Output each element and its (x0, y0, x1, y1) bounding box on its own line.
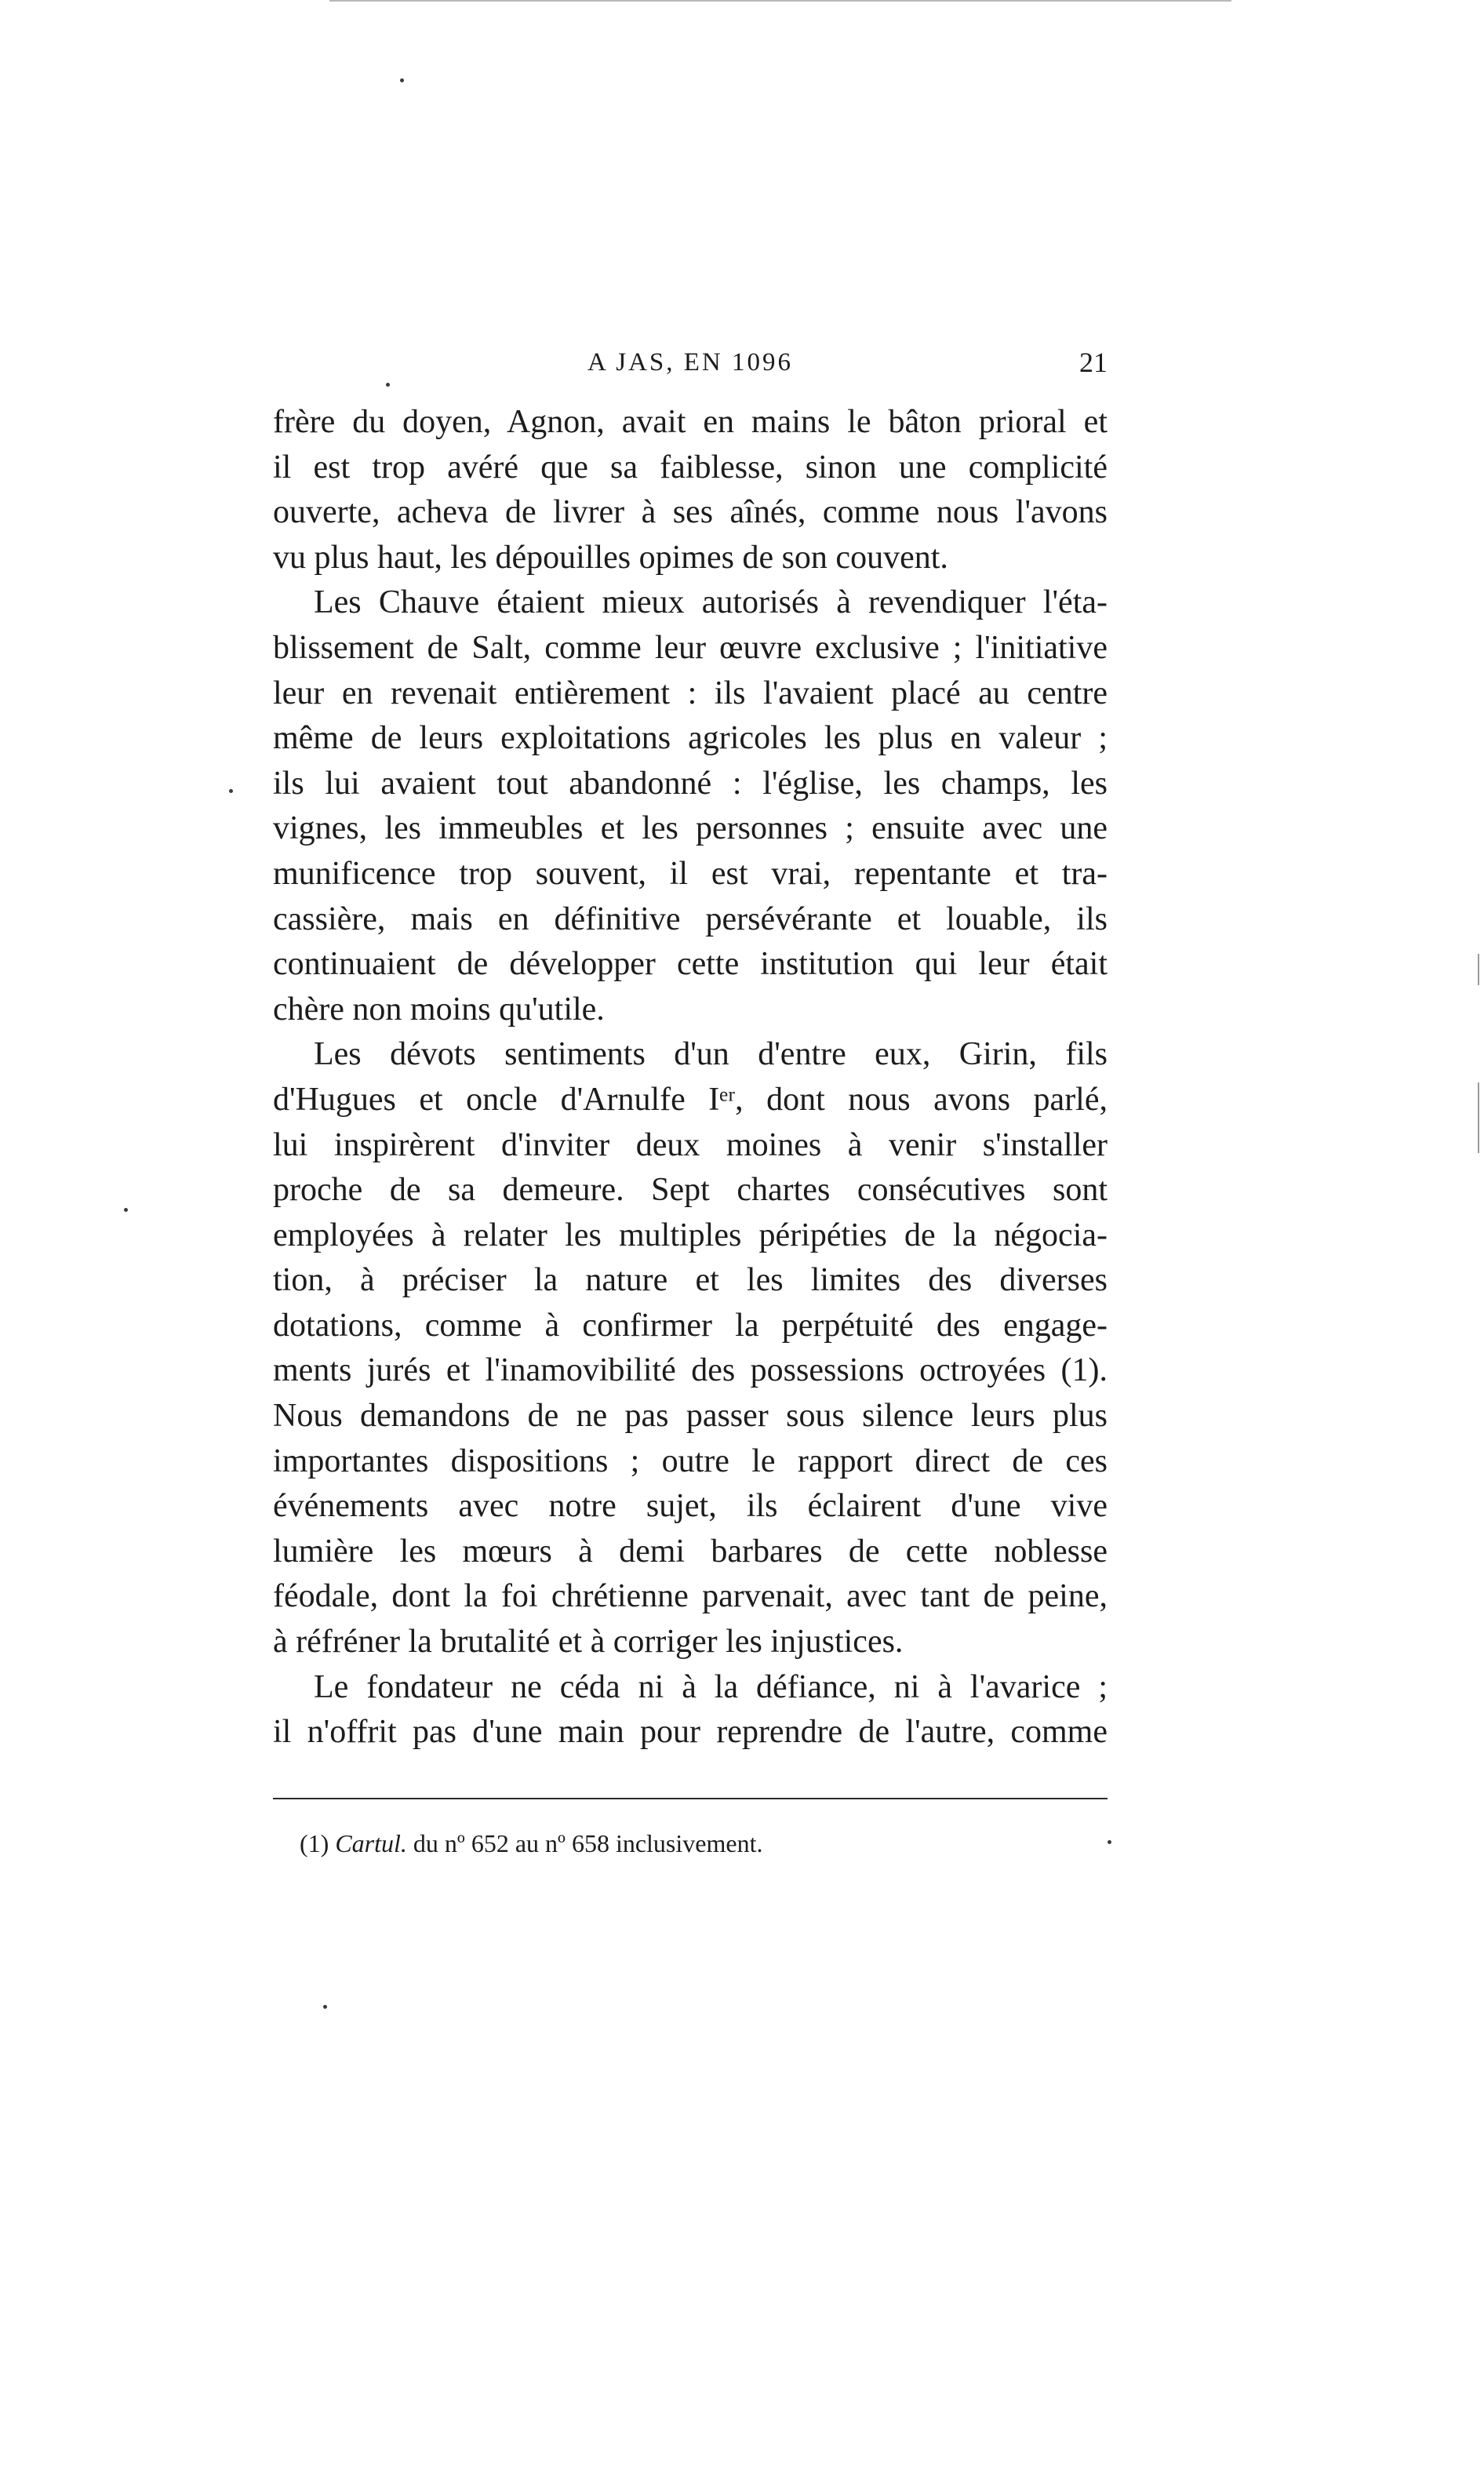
scan-speck (323, 2005, 327, 2009)
scan-edge-mark (1478, 954, 1479, 985)
text-line: il est trop avéré que sa faiblesse, sinon une complicité (273, 449, 1108, 486)
footnote-rule (273, 1798, 1108, 1799)
text-line: il n'offrit pas d'une main pour reprendre de l'autre, comme (273, 1714, 1108, 1751)
scan-speck (386, 383, 390, 387)
text-line: continuaient de développer cette institution qui leur était (273, 946, 1108, 983)
footnote-marker: (1) (300, 1829, 329, 1857)
text-line: lui inspirèrent d'inviter deux moines à venir s'installer (273, 1126, 1108, 1163)
text-line: vignes, les immeubles et les personnes ; ensuite avec une (273, 810, 1108, 847)
scan-speck (124, 1208, 128, 1212)
text-line: événements avec notre sujet, ils éclairent d'une vive (273, 1488, 1108, 1525)
text-line: ils lui avaient tout abandonné : l'église, les champs, les (273, 765, 1108, 802)
scan-edge-mark (1478, 1082, 1479, 1153)
text-line: vu plus haut, les dépouilles opimes de son couvent. (273, 539, 948, 576)
running-title: A JAS, EN 1096 (587, 348, 794, 377)
running-head (273, 339, 1108, 386)
text-line: Nous demandons de ne pas passer sous silence leurs plus (273, 1398, 1108, 1435)
page-number: 21 (1079, 347, 1108, 378)
text-line: proche de sa demeure. Sept chartes consécutives sont (273, 1172, 1108, 1209)
text-line: à réfréner la brutalité et à corriger les injustices. (273, 1624, 904, 1661)
scan-speck (1108, 1840, 1111, 1844)
text-line: tion, à préciser la nature et les limites des diverses (273, 1262, 1108, 1299)
footnote-citation: Cartul. (335, 1829, 407, 1857)
footnote-text: du nº 652 au nº 658 inclusivement. (413, 1829, 763, 1857)
text-line: féodale, dont la foi chrétienne parvenait, avec tant de peine, (273, 1578, 1108, 1615)
text-line: même de leurs exploitations agricoles les plus en valeur ; (273, 720, 1108, 757)
text-line: blissement de Salt, comme leur œuvre exclusive ; l'initiative (273, 629, 1108, 666)
text-line: ments jurés et l'inamovibilité des possessions octroyées (1). (273, 1352, 1108, 1389)
text-line: importantes dispositions ; outre le rapport direct de ces (273, 1442, 1108, 1479)
paragraph-start-line: Les Chauve étaient mieux autorisés à revendiquer l'éta- (314, 584, 1108, 621)
top-edge-rule (329, 0, 1231, 2)
text-line: munificence trop souvent, il est vrai, repentante et tra- (273, 855, 1108, 892)
scan-speck (400, 78, 404, 82)
text-line: employées à relater les multiples péripéties de la négocia- (273, 1217, 1108, 1253)
footnote (300, 1826, 762, 1861)
paragraph-start-line: Les dévots sentiments d'un d'entre eux, Girin, fils (314, 1036, 1108, 1073)
text-line: chère non moins qu'utile. (273, 991, 605, 1028)
paragraph-start-line: Le fondateur ne céda ni à la défiance, ni à l'avarice ; (314, 1668, 1108, 1705)
text-line: d'Hugues et oncle d'Arnulfe Iᵉʳ, dont nous avons parlé, (273, 1081, 1108, 1118)
text-line: ouverte, acheva de livrer à ses aînés, comme nous l'avons (273, 494, 1108, 531)
text-line: lumière les mœurs à demi barbares de cette noblesse (273, 1533, 1108, 1570)
body-text (273, 400, 1108, 1755)
text-line: cassière, mais en définitive persévérante et louable, ils (273, 900, 1108, 937)
scan-speck (229, 789, 233, 793)
text-line: leur en revenait entièrement : ils l'avaient placé au centre (273, 675, 1108, 711)
text-line: dotations, comme à confirmer la perpétuité des engage- (273, 1307, 1108, 1344)
text-line: frère du doyen, Agnon, avait en mains le bâton prioral et (273, 404, 1108, 440)
